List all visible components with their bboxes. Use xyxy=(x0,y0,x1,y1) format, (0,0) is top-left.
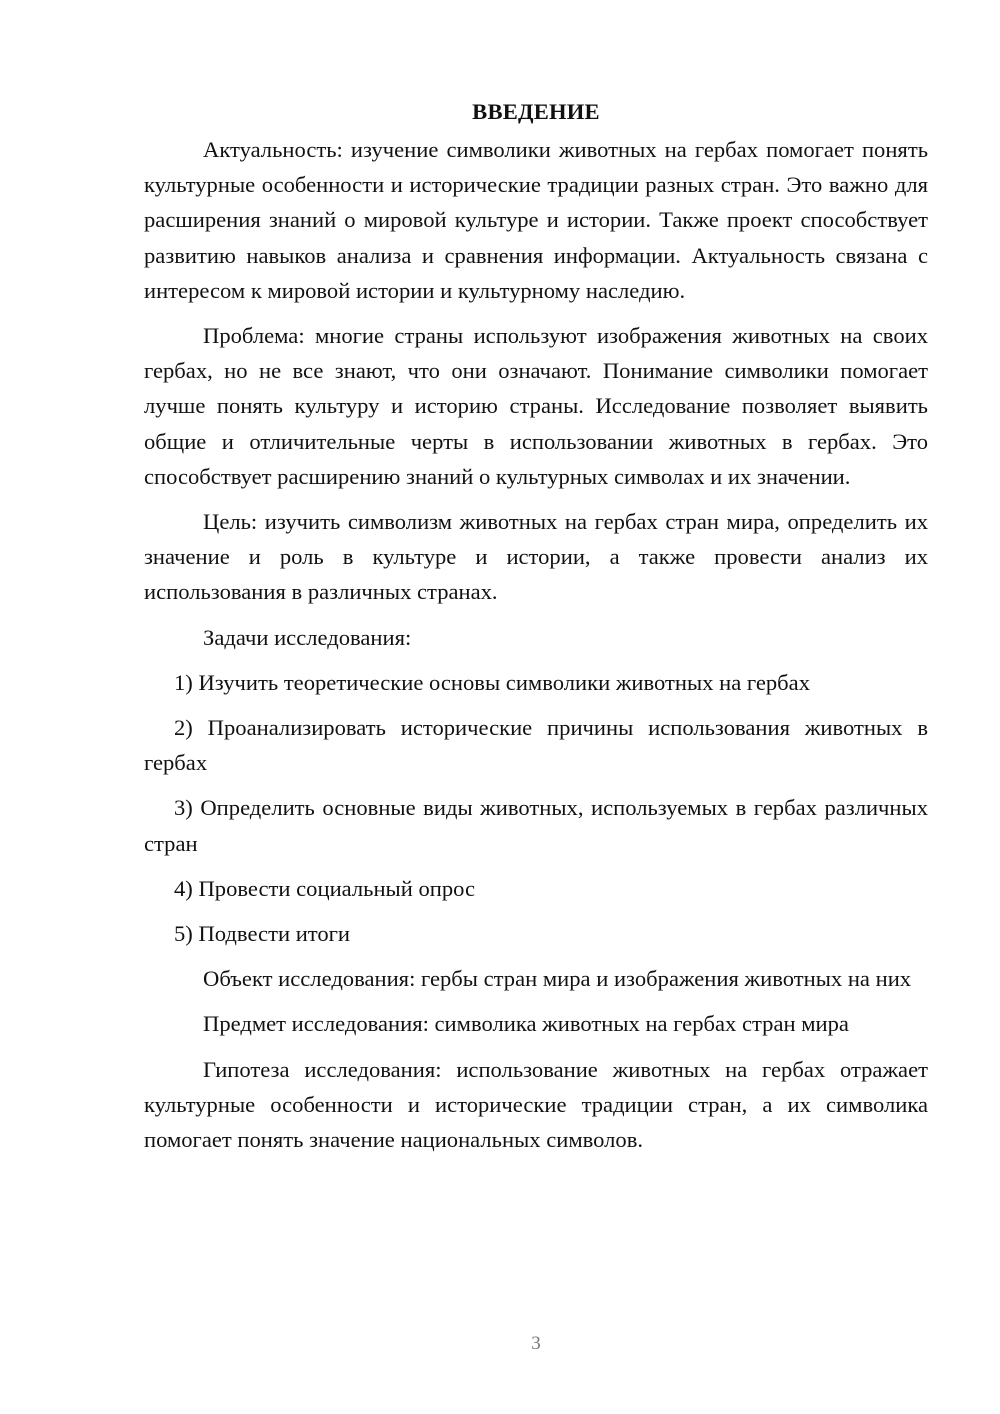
paragraph-goal: Цель: изучить символизм животных на гербах стран мира, определить их значение и роль в культуре и истории, а также провести анализ их использования в различных странах. xyxy=(144,509,928,605)
task-item: 4) Провести социальный опрос xyxy=(174,875,476,901)
task-item: 1) Изучить теоретические основы символики животных на гербах xyxy=(174,669,811,695)
tasks-heading: Задачи исследования: xyxy=(203,624,412,650)
document-body xyxy=(144,92,928,1167)
task-item: 5) Подвести итоги xyxy=(174,921,351,947)
paragraph-subject: Предмет исследования: символика животных на гербах стран мира xyxy=(203,1011,849,1037)
paragraph-object: Объект исследования: гербы стран мира и изображения животных на них xyxy=(203,966,912,992)
section-title: ВВЕДЕНИЕ xyxy=(472,99,600,124)
paragraph-relevance: Актуальность: изучение символики животных на гербах помогает понять культурные особенности и исторические традиции разных стран. Это важно для расширения знаний о мировой культуре и истории. Также проект способствует развитию навыков анализа и сравнения информации. Актуальность связана с интересом к мировой истории и культурному наследию. xyxy=(144,137,928,303)
paragraph-hypothesis: Гипотеза исследования: использование животных на гербах отражает культурные особенности и исторические традиции стран, а их символика помогает понять значение национальных символов. xyxy=(144,1056,928,1153)
paragraph-problem: Проблема: многие страны используют изображения животных на своих гербах, но не все знают, что они означают. Понимание символики помогает лучше понять культуру и историю страны. Исследование позволяет выявить общие и отличительные черты в использовании животных в гербах. Это способствует расширению знаний о культурных символах и их значении. xyxy=(144,323,928,489)
task-item: 2) Проанализировать исторические причины использования животных в гербах xyxy=(144,715,928,776)
page-number: 3 xyxy=(531,1333,541,1354)
task-item: 3) Определить основные виды животных, используемых в гербах различных стран xyxy=(144,795,928,856)
